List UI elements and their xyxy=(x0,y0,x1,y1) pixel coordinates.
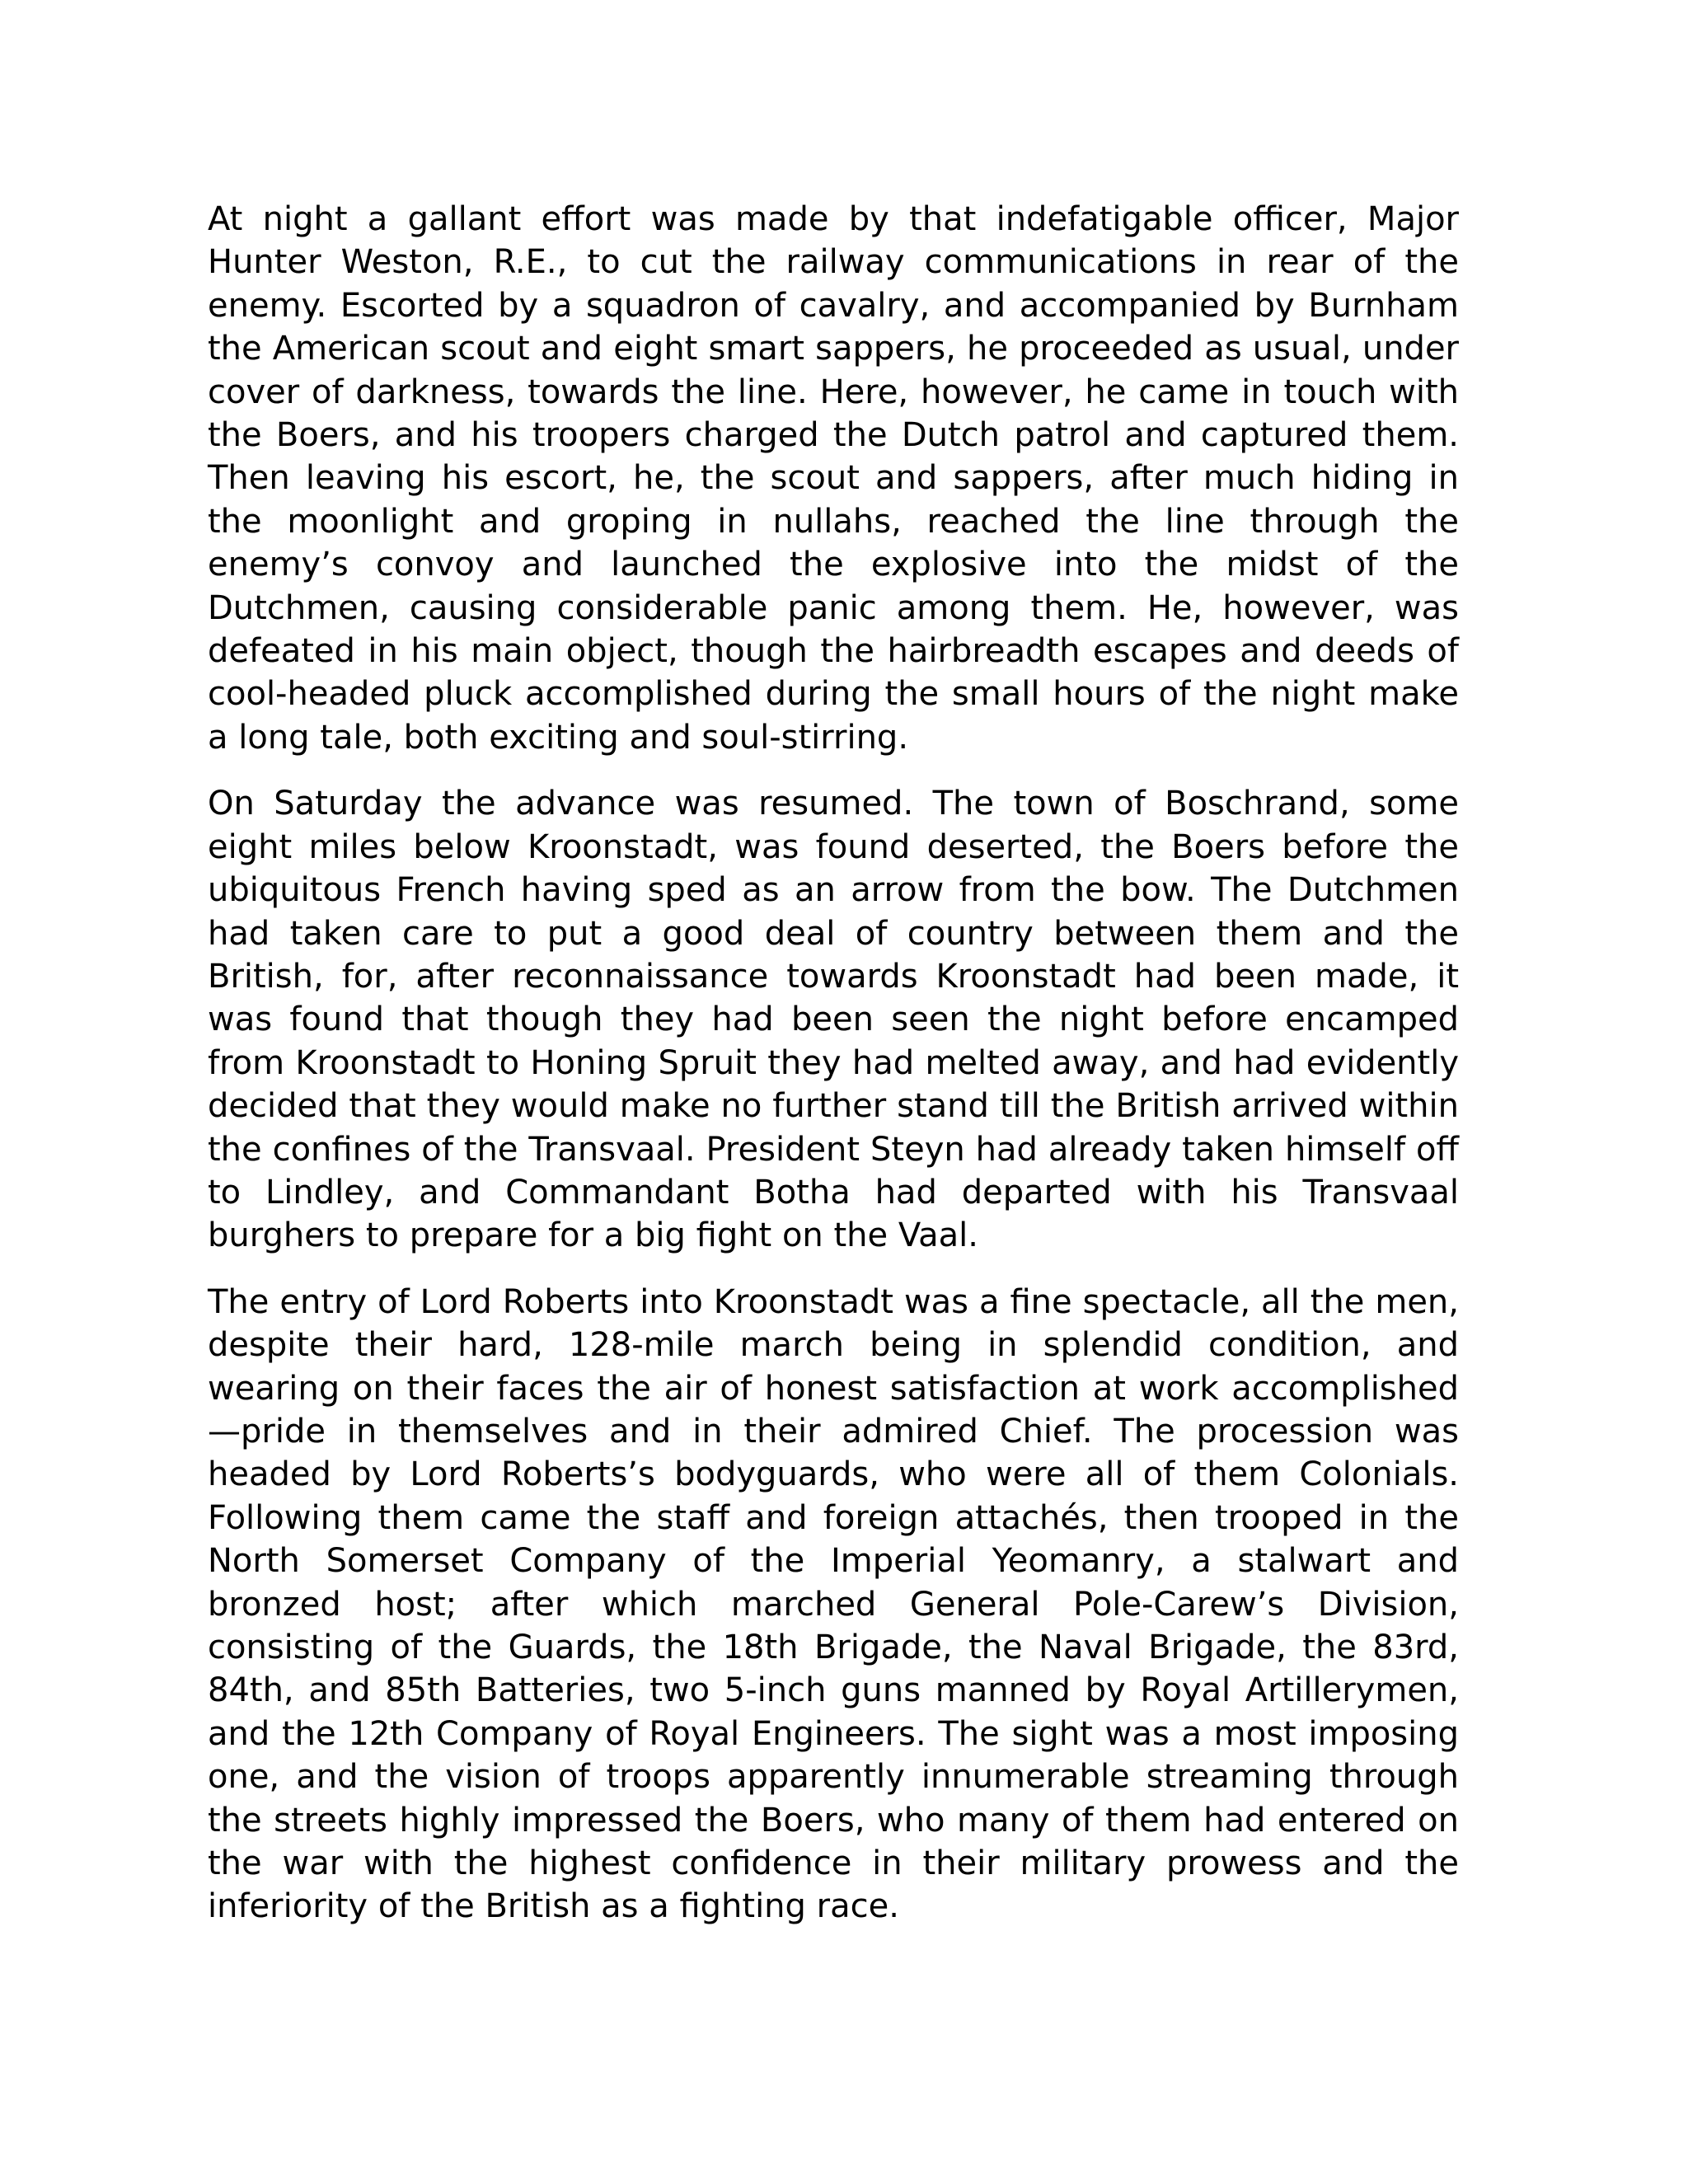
paragraph-night-effort: At night a gallant effort was made by that indefatigable officer, Major Hunter Weston, R.E., to cut the railway communications in rear of the enemy. Escorted by a squadron of cavalry, and accompanied by Burnham the American scout and eight smart sappers, he proceeded as usual, under cover of darkness, towards the line. Here, however, he came in touch with the Boers, and his troopers charged the Dutch patrol and captured them. Then leaving his escort, he, the scout and sappers, after much hiding in the moonlight and groping in nullahs, reached the line through the enemy’s convoy and launched the explosive into the midst of the Dutchmen, causing considerable panic among them. He, however, was defeated in his main object, though the hairbreadth escapes and deeds of cool-headed pluck accomplished during the small hours of the night make a long tale, both exciting and soul-stirring. xyxy=(208,200,1459,757)
paragraph-entry-kroonstadt: The entry of Lord Roberts into Kroonstadt was a fine spectacle, all the men, despite their hard, 128-mile march being in splendid condition, and wearing on their faces the air of honest satisfaction at work accomplished—pride in themselves and in their admired Chief. The procession was headed by Lord Roberts’s bodyguards, who were all of them Colonials. Following them came the staff and foreign attachés, then trooped in the North Somerset Company of the Imperial Yeomanry, a stalwart and bronzed host; after which marched General Pole-Carew’s Division, consisting of the Guards, the 18th Brigade, the Naval Brigade, the 83rd, 84th, and 85th Batteries, two 5-inch guns manned by Royal Artillerymen, and the 12th Company of Royal Engineers. The sight was a most imposing one, and the vision of troops apparently innumerable streaming through the streets highly impressed the Boers, who many of them had entered on the war with the highest confidence in their military prowess and the inferiority of the British as a fighting race. xyxy=(208,1282,1459,1926)
paragraph-saturday-advance: On Saturday the advance was resumed. The town of Boschrand, some eight miles below Kroonstadt, was found deserted, the Boers before the ubiquitous French having sped as an arrow from the bow. The Dutchmen had taken care to put a good deal of country between them and the British, for, after reconnaissance towards Kroonstadt had been made, it was found that though they had been seen the night before encamped from Kroonstadt to Honing Spruit they had melted away, and had evidently decided that they would make no further stand till the British arrived within the confines of the Transvaal. President Steyn had already taken himself off to Lindley, and Commandant Botha had departed with his Transvaal burghers to prepare for a big fight on the Vaal. xyxy=(208,785,1459,1255)
document-page xyxy=(208,198,1459,1929)
